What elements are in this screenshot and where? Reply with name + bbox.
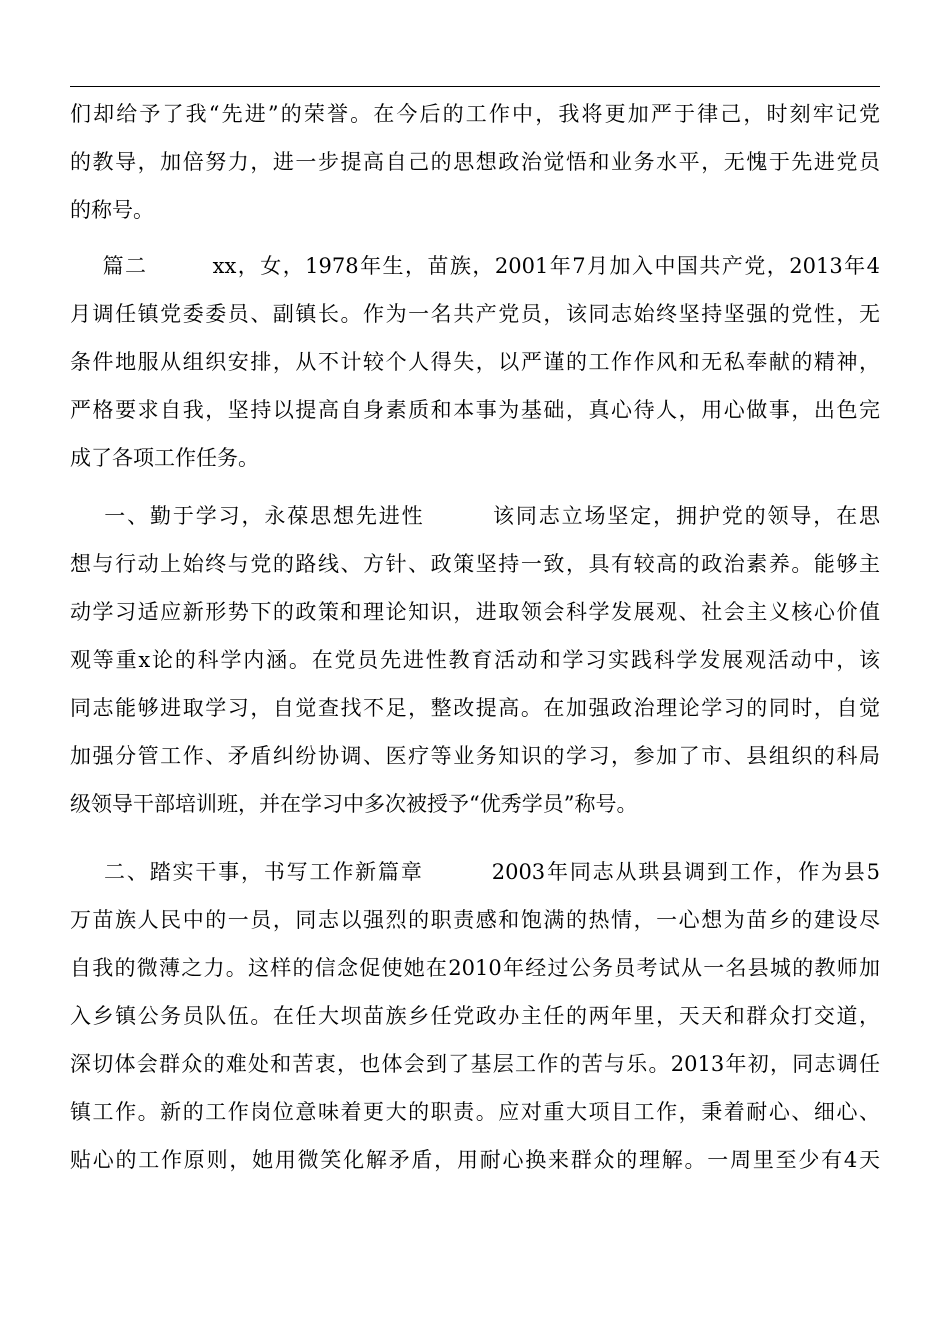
text-line: 月调任镇党委委员、副镇长。作为一名共产党员，该同志始终坚持坚强的党性，无 [70,302,880,326]
header-rule [70,86,880,87]
text-line: 观等重x论的科学内涵。在党员先进性教育活动和学习实践科学发展观活动中，该 [70,648,880,672]
text-line: 成了各项工作任务。 [70,446,259,470]
text-line: 动学习适应新形势下的政策和理论知识，进取领会科学发展观、社会主义核心价值 [70,600,880,624]
text-line: 想与行动上始终与党的路线、方针、政策坚持一致，具有较高的政治素养。能够主 [70,552,880,576]
text-line: 们却给予了我“先进”的荣誉。在今后的工作中，我将更加严于律己，时刻牢记党 [70,102,880,126]
text-line: 镇工作。新的工作岗位意味着更大的职责。应对重大项目工作，秉着耐心、细心、 [70,1100,880,1124]
text-line: 条件地服从组织安排，从不计较个人得失，以严谨的工作作风和无私奉献的精神， [70,350,880,374]
text-line: 贴心的工作原则，她用微笑化解矛盾，用耐心换来群众的理解。一周里至少有4天 [70,1148,880,1172]
text-line: 篇二 xx，女，1978年生，苗族，2001年7月加入中国共产党，2013年4 [70,254,880,278]
text-line: 自我的微薄之力。这样的信念促使她在2010年经过公务员考试从一名县城的教师加 [70,956,880,980]
text-line: 深切体会群众的难处和苦衷，也体会到了基层工作的苦与乐。2013年初，同志调任 [70,1052,880,1076]
text-line: 的教导，加倍努力，进一步提高自己的思想政治觉悟和业务水平，无愧于先进党员 [70,150,880,174]
text-line: 入乡镇公务员队伍。在任大坝苗族乡任党政办主任的两年里，天天和群众打交道， [70,1004,880,1028]
text-line: 同志能够进取学习，自觉查找不足，整改提高。在加强政治理论学习的同时，自觉 [70,696,880,720]
text-line: 万苗族人民中的一员，同志以强烈的职责感和饱满的热情，一心想为苗乡的建设尽 [70,908,880,932]
text-line: 二、踏实干事，书写工作新篇章 2003年同志从珙县调到工作，作为县5 [70,860,880,884]
text-line: 的称号。 [70,198,154,222]
text-line: 加强分管工作、矛盾纠纷协调、医疗等业务知识的学习，参加了市、县组织的科局 [70,744,880,768]
text-line: 严格要求自我，坚持以提高自身素质和本事为基础，真心待人，用心做事，出色完 [70,398,880,422]
text-line: 一、勤于学习，永葆思想先进性 该同志立场坚定，拥护党的领导，在思 [70,504,880,528]
text-line: 级领导干部培训班，并在学习中多次被授予“优秀学员”称号。 [70,792,638,816]
